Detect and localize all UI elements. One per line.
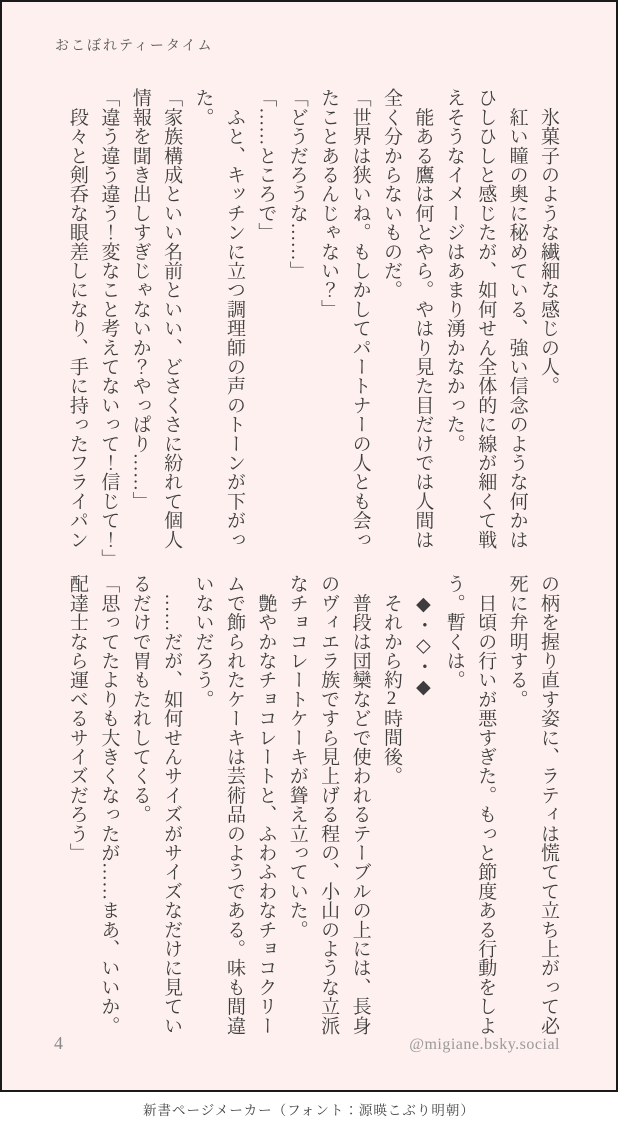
text-line: ◆・◇・◆ (412, 574, 434, 699)
text-line: 「世界は狭いね。もしかしてパートナーの人とも会っ (349, 88, 371, 549)
text-line: 艶やかなチョコレートと、ふわふわなチョコクリー (255, 574, 277, 1035)
text-line: う。暫くは。 (443, 574, 465, 690)
text-line: のヴィエラ族ですら見上げる程の、小山のような立派 (318, 574, 340, 1035)
text-line: るだけで胃もたれしてくる。 (129, 574, 151, 824)
text-line: 「思ってたよりも大きくなったが……まあ、いいか。 (98, 574, 120, 1035)
text-line: えそうなイメージはあまり湧かなかった。 (443, 88, 465, 453)
page-number: 4 (54, 1033, 63, 1053)
page-header-title: おこぼれティータイム (55, 39, 214, 54)
generator-caption: 新書ページメーカー（フォント：源暎こぶり明朝） (143, 1103, 475, 1118)
text-line: ……だが、如何せんサイズがサイズなだけに見てい (161, 574, 183, 1035)
text-line: た。 (192, 88, 214, 127)
text-line: ひしひしと感じたが、如何せん全体的に線が細くて戦 (475, 88, 497, 549)
text-line: 「……ところで」 (255, 88, 277, 242)
text-line: 全く分からないものだ。 (380, 88, 402, 300)
text-line: 氷菓子のような繊細な感じの人。 (538, 88, 559, 396)
text-line: 「家族構成といい名前といい、どさくさに紛れて個人 (161, 88, 183, 549)
text-line: たことあるんじゃない？」 (318, 88, 340, 319)
text-line: いないだろう。 (192, 574, 214, 709)
text-line: 「違う違う違う！変なこと考えてないって！信じて！」 (98, 88, 120, 568)
text-line: 「どうだろうな……」 (286, 88, 308, 280)
text-line: 死に弁明する。 (506, 574, 528, 709)
text-line: 紅い瞳の奥に秘めている、強い信念のような何かは (506, 88, 528, 549)
text-line: 普段は団欒などで使われるテーブルの上には、長身 (349, 574, 371, 1035)
text-line: ムで飾られたケーキは芸術品のようである。味も間違 (223, 574, 245, 1035)
text-line: 情報を聞き出しすぎじゃないか？やっぱり……」 (129, 88, 151, 511)
social-handle: @migiane.bsky.social (409, 1036, 560, 1053)
text-line: それから約2時間後。 (380, 574, 402, 786)
text-line: なチョコレートケーキが聳え立っていた。 (286, 574, 308, 939)
text-line: 能ある鷹は何とやら。やはり見た目だけでは人間は (412, 88, 434, 549)
vertical-text-block-upper (62, 88, 565, 568)
text-line: ふと、キッチンに立つ調理師の声のトーンが下がっ (223, 88, 245, 549)
vertical-text-block-lower (62, 574, 565, 1035)
text-line: の柄を握り直す姿に、ラティは慌てて立ち上がって必 (538, 574, 559, 1035)
text-line: 日頃の行いが悪すぎた。もっと節度ある行動をしよ (475, 574, 497, 1035)
text-line: 配達士なら運べるサイズだろう」 (66, 574, 88, 862)
text-line: 段々と剣呑な眼差しになり、手に持ったフライパン (66, 88, 88, 549)
